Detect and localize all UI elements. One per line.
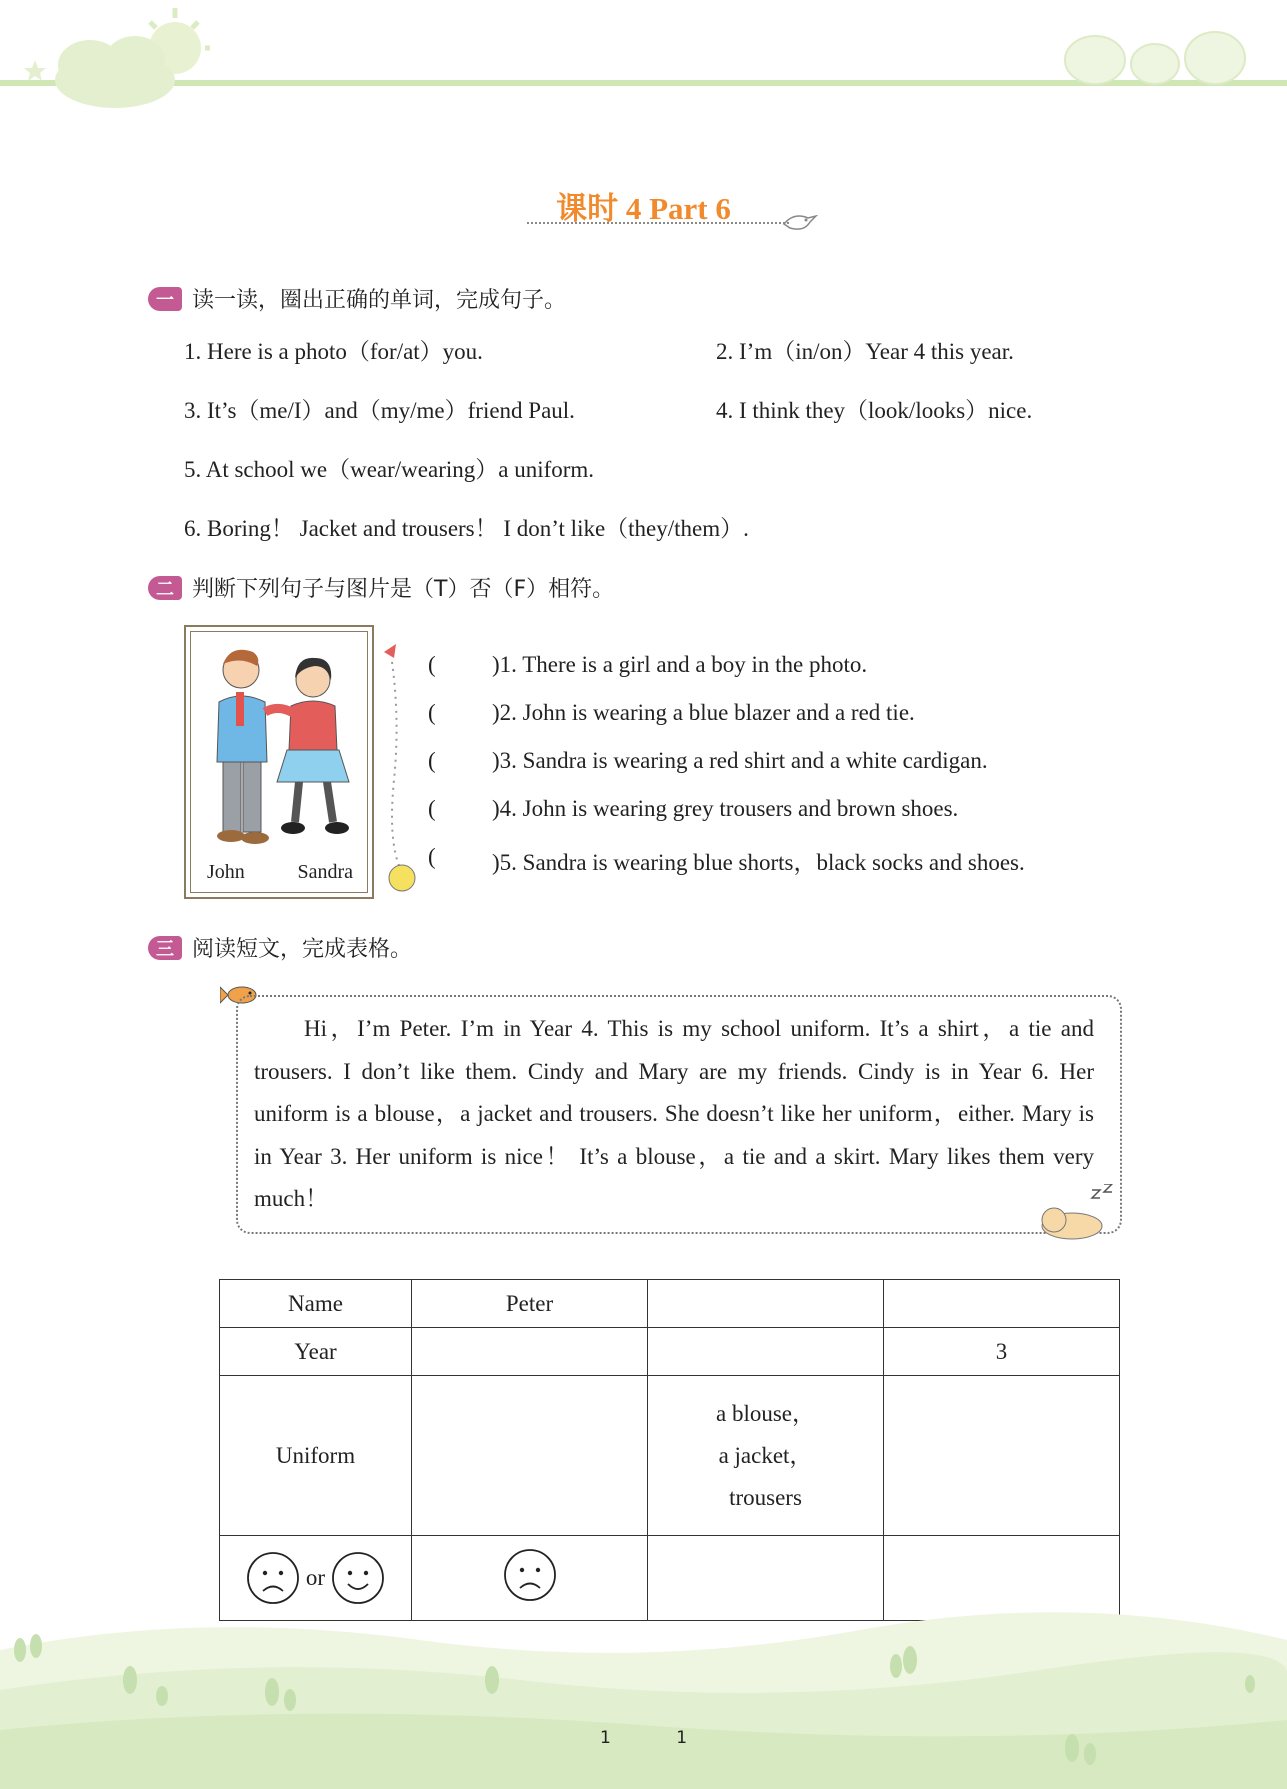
section3-instruction: 阅读短文，完成表格。 (192, 937, 413, 962)
s1-item-2: 2. I’m（in/on）Year 4 this year. (716, 339, 1014, 364)
s2-item-3: )3. Sandra is wearing a red shirt and a white cardigan. (492, 748, 988, 773)
bird-icon (782, 210, 818, 234)
cell-year-2[interactable] (648, 1328, 884, 1376)
sad-face-icon (246, 1551, 300, 1605)
uniform-line-3: trousers (729, 1484, 802, 1510)
cell-uniform-3[interactable] (884, 1376, 1120, 1536)
s2-item-4-bracket: ( (428, 796, 436, 821)
sleeping-cat-icon (1036, 1184, 1116, 1244)
happy-face-icon (331, 1551, 385, 1605)
section3-header (148, 932, 412, 963)
cell-uniform-label: Uniform (220, 1376, 412, 1536)
s2-item-2: )2. John is wearing a blue blazer and a red tie. (492, 700, 915, 725)
s1-item-5: 5. At school we（wear/wearing）a uniform. (184, 457, 595, 482)
s1-item-6: 6. Boring！ Jacket and trousers！ I don’t like（they/them）. (184, 516, 749, 541)
s1-item-3: 3. It’s（me/I）and（my/me）friend Paul. (184, 398, 575, 423)
cell-uniform-2 (648, 1376, 884, 1536)
uniform-line-2: a jacket， (718, 1442, 813, 1468)
cell-feeling-1 (412, 1536, 648, 1621)
s1-item-1: 1. Here is a photo（for/at）you. (184, 339, 483, 364)
section2-badge: 二 (148, 576, 182, 600)
table-row-name (220, 1280, 1120, 1328)
title-underline (527, 222, 789, 224)
uniform-table (219, 1279, 1120, 1621)
john-sandra-picture (184, 625, 374, 899)
s2-item-5-bracket: ( (428, 844, 436, 869)
s2-item-1-bracket: ( (428, 652, 436, 677)
page-title: 课时 4 Part 6 (556, 191, 731, 226)
s2-item-3-bracket: ( (428, 748, 436, 773)
dotted-path-decoration (374, 640, 416, 895)
reading-passage: Hi，I’m Peter. I’m in Year 4. This is my school uniform. It’s a shirt，a tie and trousers. I don’t like them. Cindy and Mary are my friends. Cindy is in Year 6. Her uniform is a blouse，a jacket and trousers. She doesn’t like her uniform，either. Mary is in Year 3. Her uniform is nice！ It’s a blouse，a tie and a skirt. Mary likes them very much！ (254, 1016, 1094, 1211)
sad-face-icon (503, 1548, 557, 1602)
section1-instruction: 读一读，圈出正确的单词，完成句子。 (192, 288, 567, 313)
cell-name-2[interactable] (648, 1280, 884, 1328)
label-john: John (207, 861, 245, 883)
cell-feeling-3[interactable] (884, 1536, 1120, 1621)
section1-header (148, 283, 566, 314)
section3-badge: 三 (148, 936, 182, 960)
s2-item-4: )4. John is wearing grey trousers and brown shoes. (492, 796, 959, 821)
s2-item-1: )1. There is a girl and a boy in the photo. (492, 652, 868, 677)
hills-decoration (0, 1610, 1287, 1789)
label-sandra: Sandra (297, 861, 353, 883)
page-number-left: 1 (599, 1728, 611, 1748)
section1-badge: 一 (148, 287, 182, 311)
cell-name-1: Peter (412, 1280, 648, 1328)
section2-instruction: 判断下列句子与图片是（T）否（F）相符。 (192, 577, 615, 602)
uniform-line-1: a blouse， (715, 1400, 815, 1426)
s2-item-2-bracket: ( (428, 700, 436, 725)
cloud-sun-decoration (20, 0, 210, 115)
cell-feeling-label (220, 1536, 412, 1621)
cell-year-label: Year (220, 1328, 412, 1376)
section2-header (148, 572, 614, 603)
page-numbers (0, 1728, 1287, 1748)
cell-name-3[interactable] (884, 1280, 1120, 1328)
children-illustration (191, 632, 367, 862)
s2-item-5: )5. Sandra is wearing blue shorts，black socks and shoes. (492, 850, 1025, 875)
animal-faces-decoration (1055, 18, 1255, 88)
cell-name-label: Name (220, 1280, 412, 1328)
cell-year-1[interactable] (412, 1328, 648, 1376)
or-text: or (305, 1565, 326, 1590)
table-row-year (220, 1328, 1120, 1376)
cell-year-3: 3 (884, 1328, 1120, 1376)
s1-item-4: 4. I think they（look/looks）nice. (716, 398, 1033, 423)
table-row-feeling (220, 1536, 1120, 1621)
cell-uniform-1[interactable] (412, 1376, 648, 1536)
page-number-right: 1 (676, 1728, 688, 1748)
cell-feeling-2[interactable] (648, 1536, 884, 1621)
table-row-uniform (220, 1376, 1120, 1536)
